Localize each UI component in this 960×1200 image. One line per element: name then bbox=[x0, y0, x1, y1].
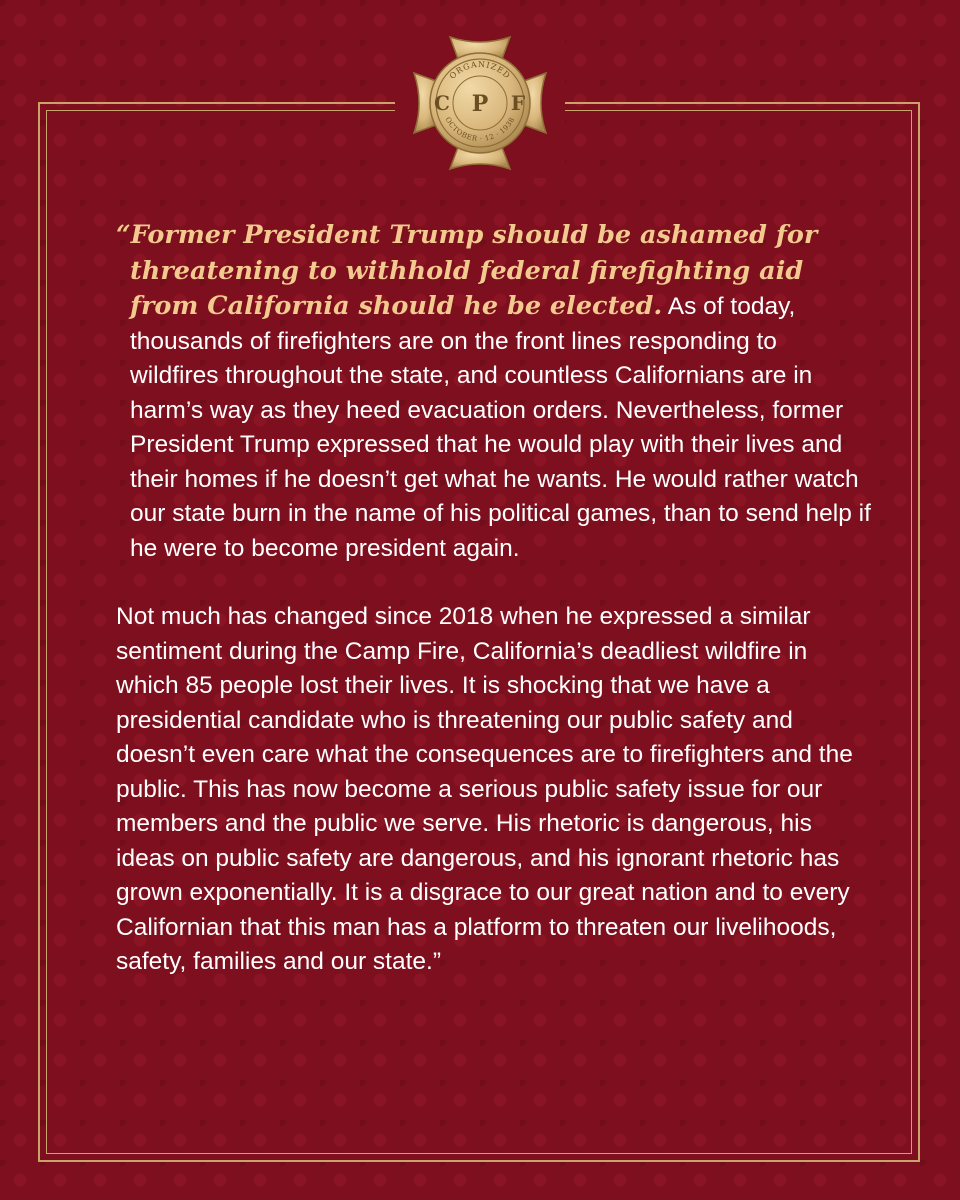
seal-top-text: ORGANIZED bbox=[447, 59, 513, 81]
cpf-seal-logo bbox=[395, 28, 565, 178]
quote-paragraph-2: Not much has changed since 2018 when he expressed a similar sentiment during the Camp Fire, California’s deadliest wildfire in which 85 people lost their lives. It is shocking that we have a presidential candidate who is threatening our public safety and doesn’t even care what the consequences are to firefighters and the public. This has now become a serious public safety issue for our members and the public we serve. His rhetoric is dangerous, his ideas on public safety are dangerous, and his ignorant rhetoric has grown exponentially. It is a disgrace to our great nation and to every Californian that this man has a platform to threaten our livelihoods, safety, families and our state.” bbox=[116, 603, 853, 975]
quote-paragraph-1 bbox=[92, 218, 872, 566]
quote-lead-highlight: “Former President Trump should be ashamed for threatening to withhold federal firefighting aid from California should he be elected. bbox=[116, 220, 818, 321]
seal-letter-c: C bbox=[434, 91, 450, 115]
seal-bottom-text: OCTOBER · 12 · 1938 bbox=[443, 115, 517, 144]
seal-letter-p: P bbox=[471, 91, 489, 117]
seal-letter-f: F bbox=[510, 91, 526, 115]
maltese-cross-seal-icon bbox=[410, 33, 550, 173]
statement-quote bbox=[92, 218, 872, 980]
quote-paragraph-1-body: As of today, thousands of firefighters are on the front lines responding to wildfires throughout the state, and countless Californians are in harm’s way as they heed evacuation orders. Nevertheless, former President Trump expressed that he would play with their lives and their homes if he doesn’t get what he wants. He would rather watch our state burn in the name of his political games, than to send help if he were to become president again. bbox=[130, 293, 871, 562]
